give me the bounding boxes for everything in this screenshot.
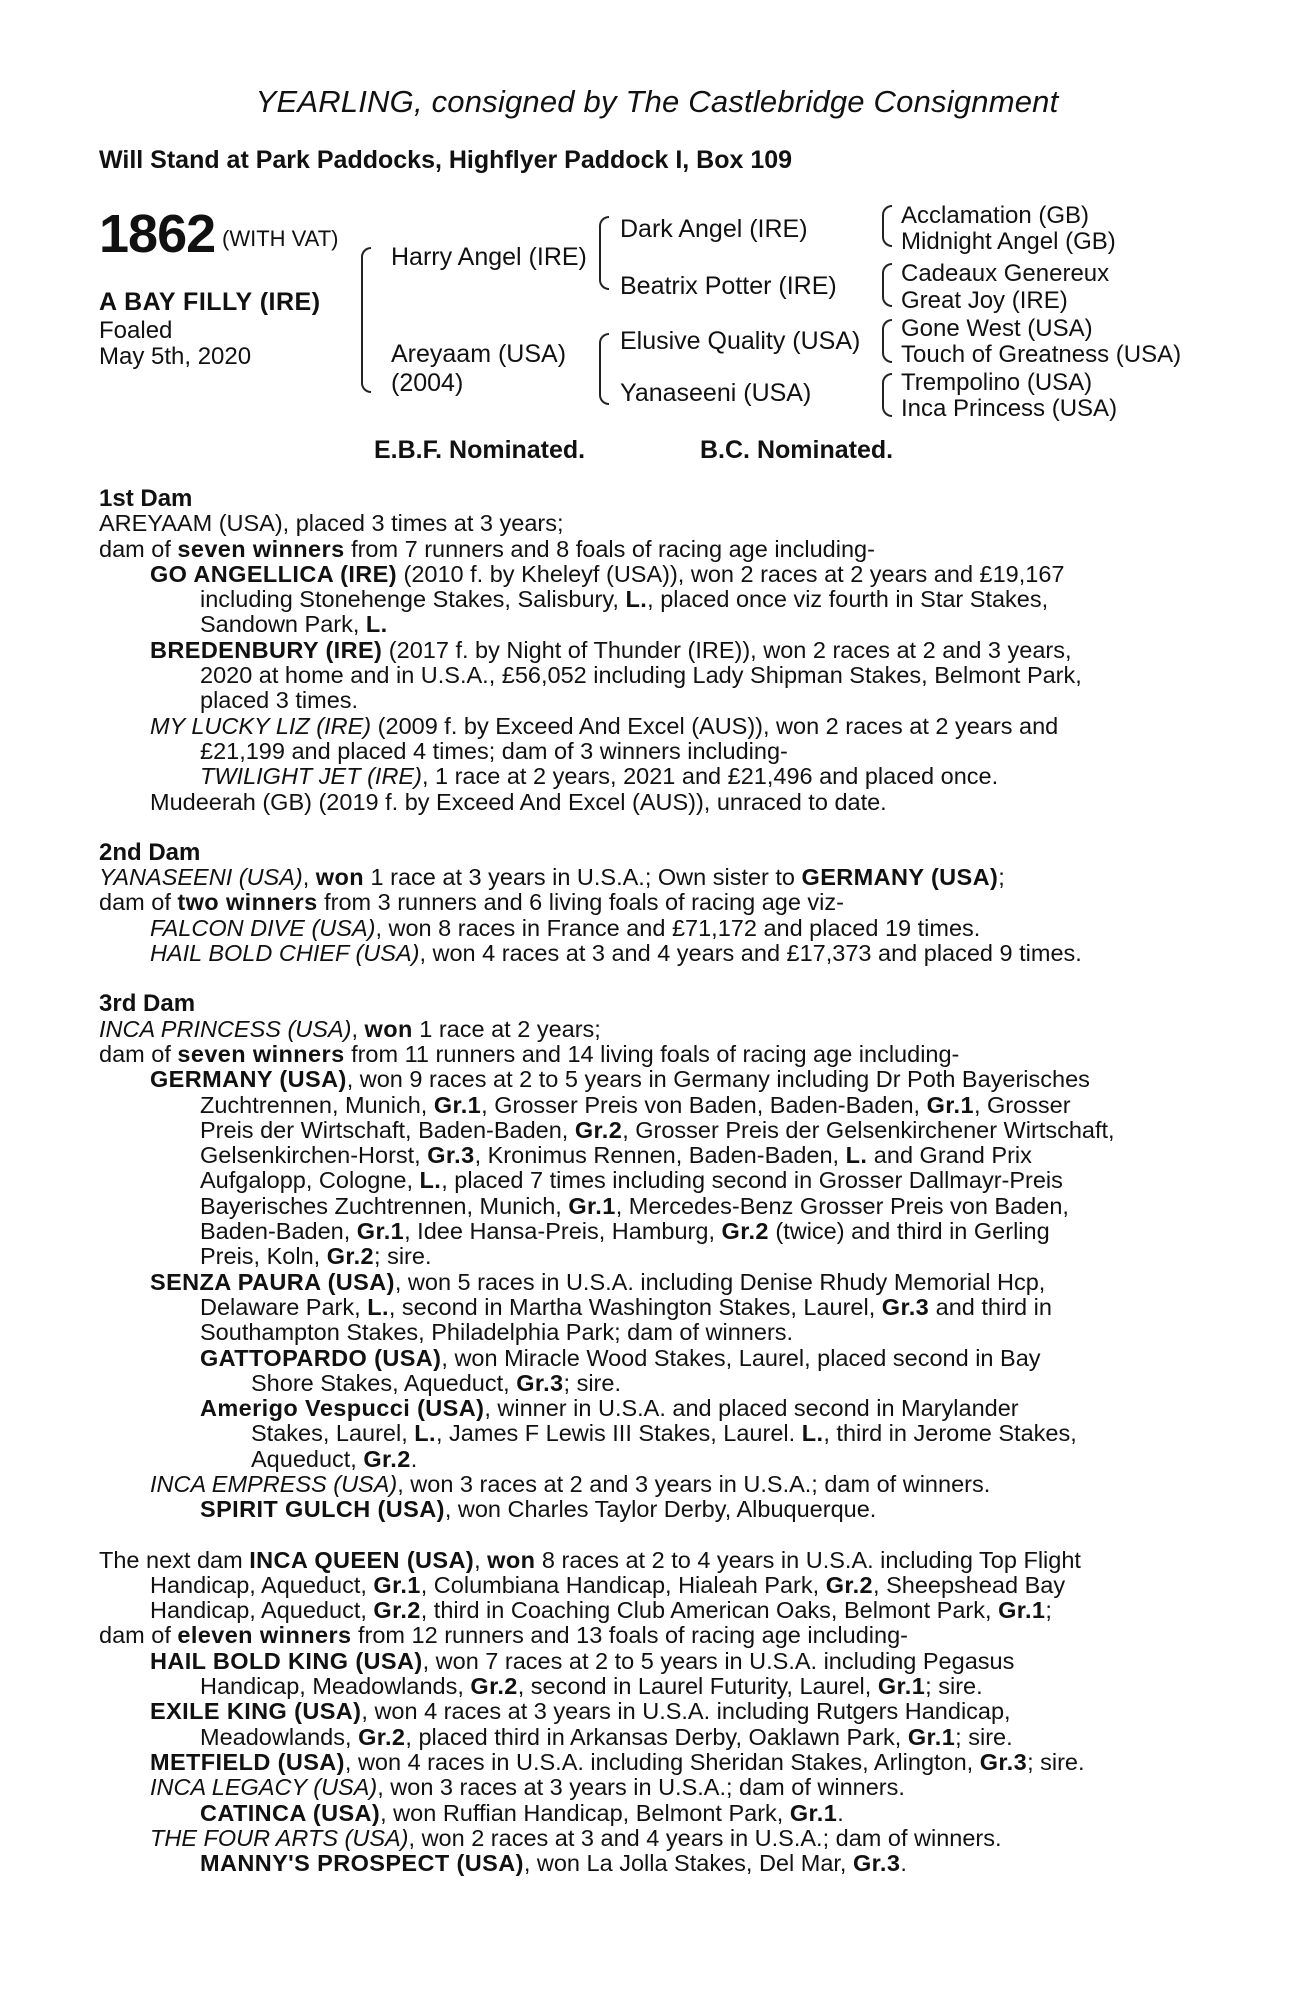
entry-metfield: METFIELD (USA), won 4 races in U.S.A. including Sheridan Stakes, Arlington, Gr.3; sire. xyxy=(150,1748,1085,1775)
pedigree-g3-6: Touch of Greatness (USA) xyxy=(901,341,1182,368)
pedigree-sire: Harry Angel (IRE) xyxy=(391,243,587,271)
pedigree-brace-g3-3 xyxy=(882,319,892,363)
entry-germany: GERMANY (USA), won 9 races at 2 to 5 years in Germany including Dr Poth Bayerisches xyxy=(150,1066,1090,1093)
foaled-label: Foaled xyxy=(99,317,173,344)
entry-inca-legacy: INCA LEGACY (USA), won 3 races at 3 years in U.S.A.; dam of winners. xyxy=(150,1774,905,1801)
pedigree-brace-g3-1 xyxy=(882,205,892,247)
ebf-nomination: E.B.F. Nominated. xyxy=(374,436,586,464)
third-dam-line: INCA PRINCESS (USA), won 1 race at 2 years; xyxy=(99,1015,601,1042)
pedigree-g3-3: Cadeaux Genereux xyxy=(901,260,1110,287)
next-dam-summary: dam of eleven winners from 12 runners and 13 foals of racing age including- xyxy=(99,1622,908,1649)
pedigree-dam: Areyaam (USA) xyxy=(391,340,567,368)
next-dam-line: The next dam INCA QUEEN (USA), won 8 races at 2 to 4 years in U.S.A. including Top Flight xyxy=(99,1546,1081,1573)
pedigree-brace-g3-4 xyxy=(882,373,892,417)
entry-mudeerah: Mudeerah (GB) (2019 f. by Exceed And Excel (AUS)), unraced to date. xyxy=(150,788,887,815)
foaled-date: May 5th, 2020 xyxy=(99,343,252,370)
pedigree-dam-dam: Yanaseeni (USA) xyxy=(620,379,812,407)
third-dam-summary: dam of seven winners from 11 runners and 14 living foals of racing age including- xyxy=(99,1040,960,1067)
entry-the-four-arts: THE FOUR ARTS (USA), won 2 races at 3 and 4 years in U.S.A.; dam of winners. xyxy=(150,1824,1002,1851)
second-dam-summary: dam of two winners from 3 runners and 6 living foals of racing age viz- xyxy=(99,889,844,916)
bc-nomination: B.C. Nominated. xyxy=(700,436,894,464)
pedigree-sire-sire: Dark Angel (IRE) xyxy=(620,215,808,243)
pedigree-dam-sire: Elusive Quality (USA) xyxy=(620,327,861,355)
third-dam-heading: 3rd Dam xyxy=(99,990,196,1018)
lot-number: 1862 xyxy=(99,204,216,264)
pedigree-g3-8: Inca Princess (USA) xyxy=(901,395,1118,422)
first-dam-summary: dam of seven winners from 7 runners and 8 foals of racing age including- xyxy=(99,535,875,562)
pedigree-brace-sire xyxy=(599,216,609,290)
pedigree-brace-main xyxy=(361,247,371,393)
entry-my-lucky-liz: MY LUCKY LIZ (IRE) (2009 f. by Exceed And Excel (AUS)), won 2 races at 2 years and xyxy=(150,712,1059,739)
pedigree-brace-g3-2 xyxy=(882,263,892,307)
entry-gattopardo: GATTOPARDO (USA), won Miracle Wood Stakes, Laurel, placed second in Bay xyxy=(200,1344,1041,1371)
second-dam-line: YANASEENI (USA), won 1 race at 3 years in U.S.A.; Own sister to GERMANY (USA); xyxy=(99,864,1005,891)
produce-record: 1st Dam AREYAAM (USA), placed 3 times at 3 years; dam of seven winners from 7 runners and 8 foals of racing age including- GO ANGELLICA (IRE) (2010 f. by Kheleyf (USA)), won 2 races at 2 years and £19,167 including Stonehenge Stakes, Salisbury, L., placed once viz fourth in Star Stakes, Sandown Park, L. BREDENBURY (IRE) (2017 f. by Night of Thunder (IRE)), won 2 races at 2 and 3 years, 2020 at home and in U.S.A., £56,052 including Lady Shipman Stakes, Belmont Park, placed 3 times. MY LUCKY LIZ (IRE) (2009 f. by Exceed And Excel (AUS)), won 2 races at 2 years and £21,199 and placed 4 times; dam of 3 winners including- TWILIGHT JET (IRE), 1 race at 2 years, 2021 and £21,496 and placed once. Mudeerah (GB) (2019 f. by Exceed And Excel (AUS)), unraced to date. 2nd Dam YANASEENI (USA), won 1 race at 3 years in U.S.A.; Own sister to GERMANY (USA); dam of two winners from 3 runners and 6 living foals of racing age viz- FALCON DIVE (USA), won 8 races in France and £71,172 and placed 19 times. HAIL BOLD CHIEF (USA), won 4 races at 3 and 4 years and £17,373 and placed 9 times. 3rd Dam INCA PRINCESS (USA), won 1 race at 2 years; dam of seven winners from 11 runners and 14 living foals of racing age including- GERMANY (USA), won 9 races at 2 to 5 years in Germany including Dr Poth Bayerisches Zuchtrennen, Munich, Gr.1, Grosser Preis von Baden, Baden-Baden, Gr.1, Grosser Preis der Wirtschaft, Baden-Baden, Gr.2, Grosser Preis der Gelsenkirchener Wirtschaft, Gelsenkirchen-Horst, Gr.3, Kronimus Rennen, Baden-Baden, L. and Grand Prix Aufgalopp, Cologne, L., placed 7 times including second in Grosser Dallmayr-Preis Bayerisches Zuchtrennen, Munich, Gr.1, Mercedes-Benz Grosser Preis von Baden, Baden-Baden, Gr.1, Idee Hansa-Preis, Hamburg, Gr.2 (twice) and third in Gerling Preis, Koln, Gr.2; sire. SENZA PAURA (USA), won 5 races in U.S.A. including Denise Rhudy Memorial Hcp, Delaware Park, L., second in Martha Washington Stakes, Laurel, Gr.3 and third in Southampton Stakes, Philadelphia Park; dam of winners. GATTOPARDO (USA), won Miracle Wood Stakes, Laurel, placed second in Bay Shore Stakes, Aqueduct, Gr.3; sire. Amerigo Vespucci (USA), winner in U.S.A. and placed second in Marylander Stakes, Laurel, L., James F Lewis III Stakes, Laurel. L., third in Jerome Stakes, Aqueduct, Gr.2. INCA EMPRESS (USA), won 3 races at 2 and 3 years in U.S.A.; dam of winners. SPIRIT GULCH (USA), won Charles Taylor Derby, Albuquerque. The next dam INCA QUEEN (USA), won 8 races at 2 to 4 years in U.S.A. including Top Flight Handicap, Aqueduct, Gr.1, Columbiana Handicap, Hialeah Park, Gr.2, Sheepshead Bay Handicap, Aqueduct, Gr.2, third in Coaching Club American Oaks, Belmont Park, Gr.1; dam of eleven winners from 12 runners and 13 foals of racing age including- HAIL BOLD KING (USA), won 7 races at 2 to 5 years in U.S.A. including Pegasus Handicap, Meadowlands, Gr.2, second in Laurel Futurity, Laurel, Gr.1; sire. EXILE KING (USA), won 4 races at 3 years in U.S.A. including Rutgers Handicap, Meadowlands, Gr.2, placed third in Arkansas Derby, Oaklawn Park, Gr.1; sire. METFIELD (USA), won 4 races in U.S.A. including Sheridan Stakes, Arlington, Gr.3; sire. INCA LEGACY (USA), won 3 races at 3 years in U.S.A.; dam of winners. CATINCA (USA), won Ruffian Handicap, Belmont Park, Gr.1. THE FOUR ARTS (USA), won 2 races at 3 and 4 years in U.S.A.; dam of winners. MANNY'S PROSPECT (USA), won La Jolla Stakes, Del Mar, Gr.3. xyxy=(99,486,1202,1876)
pedigree-g3-7: Trempolino (USA) xyxy=(901,369,1093,396)
pedigree-g3-5: Gone West (USA) xyxy=(901,315,1093,342)
stand-location: Will Stand at Park Paddocks, Highflyer Paddock I, Box 109 xyxy=(99,146,793,174)
entry-hail-bold-chief: HAIL BOLD CHIEF (USA), won 4 races at 3 and 4 years and £17,373 and placed 9 times. xyxy=(150,940,1082,967)
entry-spirit-gulch: SPIRIT GULCH (USA), won Charles Taylor Derby, Albuquerque. xyxy=(200,1496,877,1523)
entry-mannys-prospect: MANNY'S PROSPECT (USA), won La Jolla Stakes, Del Mar, Gr.3. xyxy=(200,1850,907,1877)
consignment-title: YEARLING, consigned by The Castlebridge Consignment xyxy=(255,84,1059,119)
entry-bredenbury: BREDENBURY (IRE) (2017 f. by Night of Thunder (IRE)), won 2 races at 2 and 3 years, xyxy=(150,636,1072,663)
pedigree-sire-dam: Beatrix Potter (IRE) xyxy=(620,272,837,300)
entry-hail-bold-king: HAIL BOLD KING (USA), won 7 races at 2 to 5 years in U.S.A. including Pegasus xyxy=(150,1647,1015,1674)
pedigree-g3-1: Acclamation (GB) xyxy=(901,202,1090,229)
horse-name: A BAY FILLY (IRE) xyxy=(99,288,321,316)
entry-amerigo-vespucci: Amerigo Vespucci (USA), winner in U.S.A. and placed second in Marylander xyxy=(200,1395,1019,1422)
entry-senza-paura: SENZA PAURA (USA), won 5 races in U.S.A. including Denise Rhudy Memorial Hcp, xyxy=(150,1268,1046,1295)
first-dam-line: AREYAAM (USA), placed 3 times at 3 years; xyxy=(99,510,564,537)
first-dam-heading: 1st Dam xyxy=(99,485,193,512)
entry-exile-king: EXILE KING (USA), won 4 races at 3 years in U.S.A. including Rutgers Handicap, xyxy=(150,1698,1011,1725)
pedigree-brace-dam xyxy=(599,333,609,405)
vat-note: (WITH VAT) xyxy=(222,226,339,251)
entry-inca-empress: INCA EMPRESS (USA), won 3 races at 2 and 3 years in U.S.A.; dam of winners. xyxy=(150,1470,991,1497)
entry-go-angellica: GO ANGELLICA (IRE) (2010 f. by Kheleyf (USA)), won 2 races at 2 years and £19,167 xyxy=(150,560,1065,587)
pedigree-g3-4: Great Joy (IRE) xyxy=(901,287,1068,314)
entry-falcon-dive: FALCON DIVE (USA), won 8 races in France and £71,172 and placed 19 times. xyxy=(150,914,981,941)
entry-catinca: CATINCA (USA), won Ruffian Handicap, Belmont Park, Gr.1. xyxy=(200,1799,844,1826)
second-dam-heading: 2nd Dam xyxy=(99,838,201,866)
entry-twilight-jet: TWILIGHT JET (IRE), 1 race at 2 years, 2021 and £21,496 and placed once. xyxy=(200,763,999,790)
pedigree-g3-2: Midnight Angel (GB) xyxy=(901,228,1116,255)
pedigree-dam-year: (2004) xyxy=(391,369,464,397)
